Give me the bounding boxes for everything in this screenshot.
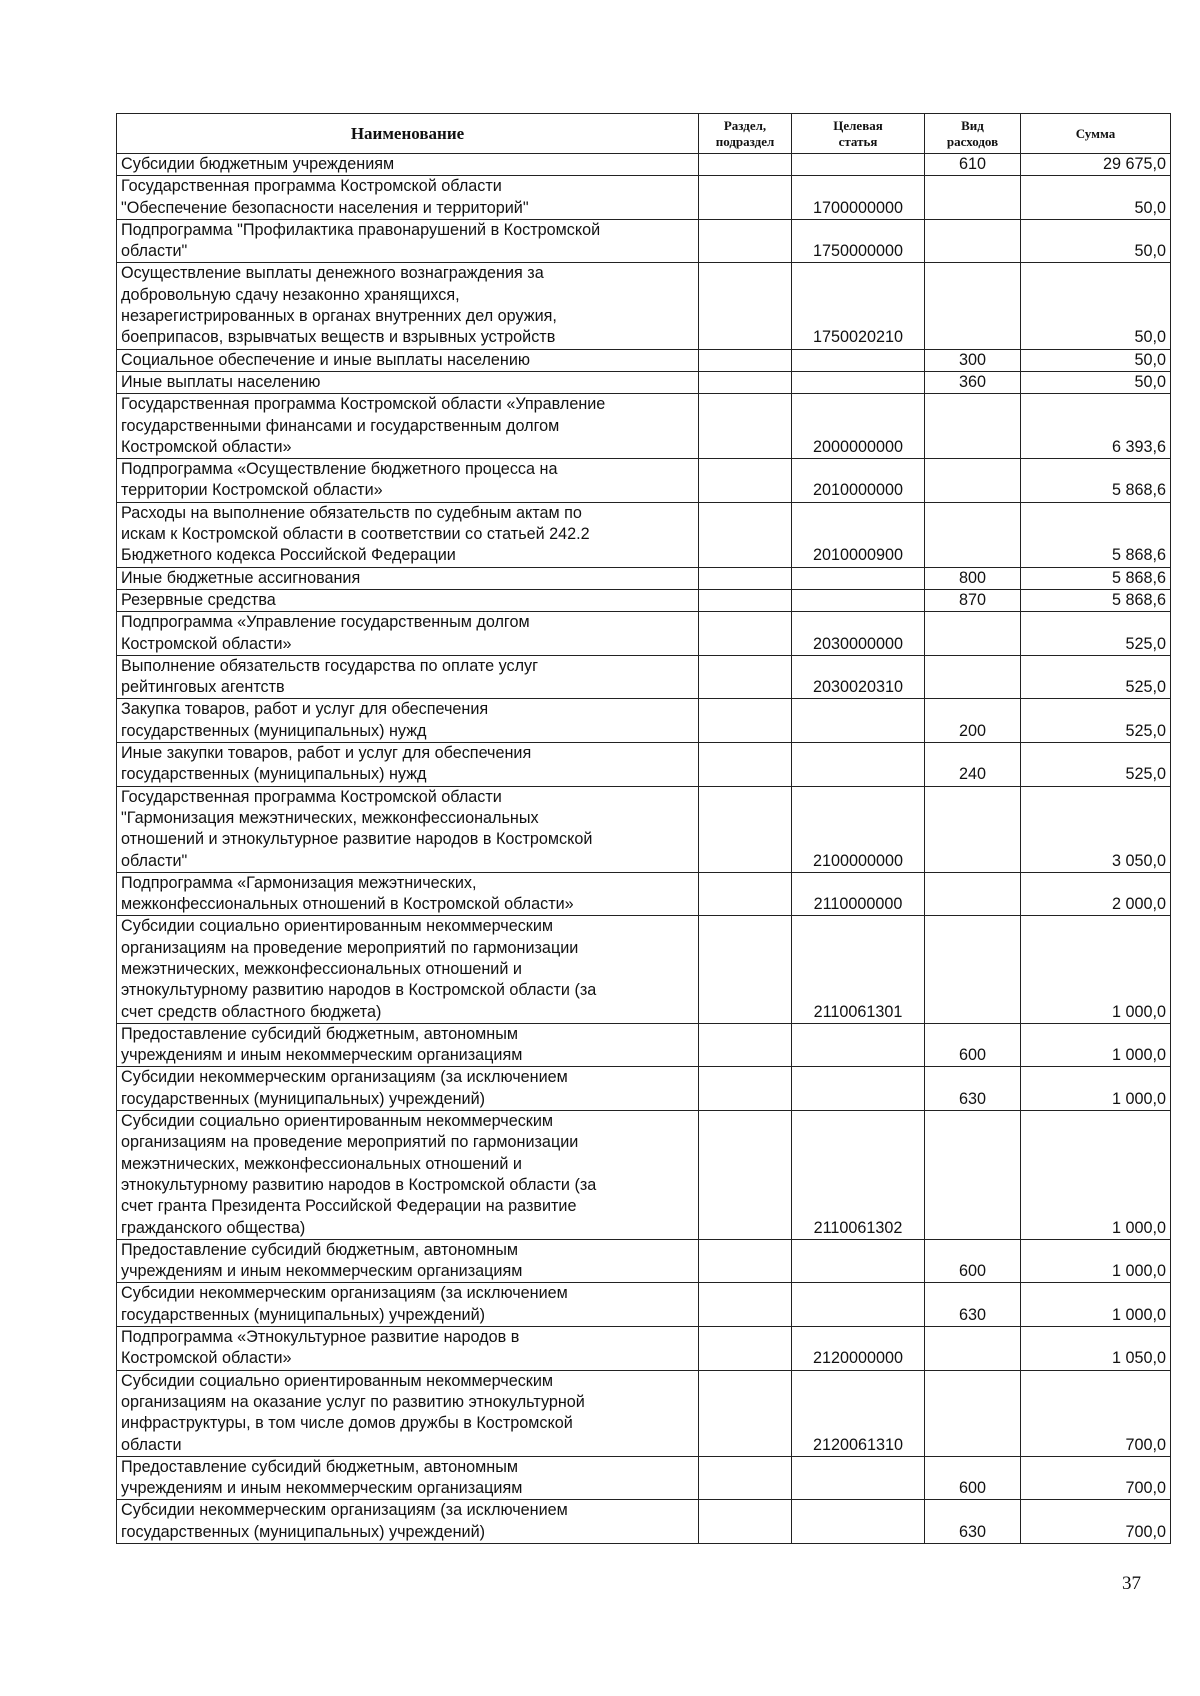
- table-row: [117, 176, 1171, 220]
- cell-section: [699, 371, 792, 393]
- cell-sum: 700,0: [1021, 1456, 1171, 1500]
- cell-kind: 610: [925, 154, 1021, 176]
- cell-section: [699, 1067, 792, 1111]
- header-section: Раздел, подраздел: [699, 114, 792, 154]
- cell-name: Предоставление субсидий бюджетным, автономным учреждениям и иным некоммерческим организациям: [117, 1023, 699, 1067]
- cell-sum: 2 000,0: [1021, 872, 1171, 916]
- cell-section: [699, 263, 792, 349]
- cell-name: Иные бюджетные ассигнования: [117, 567, 699, 589]
- cell-name: Подпрограмма "Профилактика правонарушений в Костромской области": [117, 219, 699, 263]
- cell-kind: [925, 916, 1021, 1023]
- cell-target: 2030020310: [792, 655, 925, 699]
- table-row: [117, 219, 1171, 263]
- cell-sum: 1 000,0: [1021, 916, 1171, 1023]
- cell-target: 2110061301: [792, 916, 925, 1023]
- cell-sum: 1 000,0: [1021, 1283, 1171, 1327]
- cell-kind: [925, 786, 1021, 872]
- cell-kind: 630: [925, 1283, 1021, 1327]
- table-row: [117, 1239, 1171, 1283]
- cell-sum: 525,0: [1021, 743, 1171, 787]
- table-row: [117, 699, 1171, 743]
- cell-sum: 1 000,0: [1021, 1111, 1171, 1240]
- cell-sum: 1 050,0: [1021, 1327, 1171, 1371]
- table-row: [117, 743, 1171, 787]
- cell-sum: 5 868,6: [1021, 567, 1171, 589]
- cell-target: 2030000000: [792, 612, 925, 656]
- cell-sum: 5 868,6: [1021, 589, 1171, 611]
- cell-sum: 1 000,0: [1021, 1023, 1171, 1067]
- table-row: [117, 1370, 1171, 1456]
- cell-section: [699, 1239, 792, 1283]
- cell-target: [792, 154, 925, 176]
- cell-target: 1750000000: [792, 219, 925, 263]
- cell-name: Иные выплаты населению: [117, 371, 699, 393]
- table-row: [117, 786, 1171, 872]
- cell-section: [699, 612, 792, 656]
- cell-section: [699, 154, 792, 176]
- cell-target: 2000000000: [792, 394, 925, 459]
- table-row: [117, 1500, 1171, 1544]
- cell-sum: 50,0: [1021, 349, 1171, 371]
- cell-sum: 6 393,6: [1021, 394, 1171, 459]
- table-row: [117, 459, 1171, 503]
- cell-section: [699, 219, 792, 263]
- cell-target: [792, 589, 925, 611]
- cell-target: [792, 743, 925, 787]
- cell-target: 1700000000: [792, 176, 925, 220]
- cell-name: Подпрограмма «Этнокультурное развитие народов в Костромской области»: [117, 1327, 699, 1371]
- cell-kind: [925, 1111, 1021, 1240]
- cell-section: [699, 743, 792, 787]
- table-row: [117, 263, 1171, 349]
- cell-name: Субсидии социально ориентированным некоммерческим организациям на оказание услуг по развитию этнокультурной инфраструктуры, в том числе домов дружбы в Костромской области: [117, 1370, 699, 1456]
- table-row: [117, 1067, 1171, 1111]
- cell-section: [699, 916, 792, 1023]
- cell-name: Субсидии некоммерческим организациям (за исключением государственных (муниципальных) учреждений): [117, 1500, 699, 1544]
- cell-sum: 5 868,6: [1021, 502, 1171, 567]
- cell-kind: [925, 263, 1021, 349]
- cell-section: [699, 394, 792, 459]
- cell-name: Подпрограмма «Управление государственным долгом Костромской области»: [117, 612, 699, 656]
- cell-target: [792, 1023, 925, 1067]
- header-target: Целевая статья: [792, 114, 925, 154]
- cell-kind: 360: [925, 371, 1021, 393]
- cell-name: Предоставление субсидий бюджетным, автономным учреждениям и иным некоммерческим организациям: [117, 1456, 699, 1500]
- cell-kind: 600: [925, 1456, 1021, 1500]
- cell-name: Субсидии социально ориентированным некоммерческим организациям на проведение мероприятий по гармонизации межэтнических, межконфессиональных отношений и этнокультурному развитию народов в Костромской области (за счет гранта Президента Российской Федерации на развитие гражданского общества): [117, 1111, 699, 1240]
- header-row: [117, 114, 1171, 154]
- cell-target: [792, 567, 925, 589]
- cell-target: 2120061310: [792, 1370, 925, 1456]
- table-row: [117, 916, 1171, 1023]
- cell-sum: 50,0: [1021, 371, 1171, 393]
- cell-name: Резервные средства: [117, 589, 699, 611]
- cell-target: [792, 1283, 925, 1327]
- cell-sum: 5 868,6: [1021, 459, 1171, 503]
- cell-name: Государственная программа Костромской области "Обеспечение безопасности населения и территорий": [117, 176, 699, 220]
- cell-target: [792, 1067, 925, 1111]
- cell-name: Социальное обеспечение и иные выплаты населению: [117, 349, 699, 371]
- cell-sum: 50,0: [1021, 176, 1171, 220]
- cell-name: Осуществление выплаты денежного вознаграждения за добровольную сдачу незаконно хранящихся, незарегистрированных в органах внутренних дел оружия, боеприпасов, взрывчатых веществ и взрывных устройств: [117, 263, 699, 349]
- cell-sum: 525,0: [1021, 612, 1171, 656]
- table-row: [117, 1283, 1171, 1327]
- cell-name: Подпрограмма «Осуществление бюджетного процесса на территории Костромской области»: [117, 459, 699, 503]
- header-sum: Сумма: [1021, 114, 1171, 154]
- cell-section: [699, 1111, 792, 1240]
- table-row: [117, 612, 1171, 656]
- cell-sum: 29 675,0: [1021, 154, 1171, 176]
- cell-target: 2010000000: [792, 459, 925, 503]
- cell-name: Субсидии социально ориентированным некоммерческим организациям на проведение мероприятий по гармонизации межэтнических, межконфессиональных отношений и этнокультурному развитию народов в Костромской области (за счет средств областного бюджета): [117, 916, 699, 1023]
- cell-sum: 700,0: [1021, 1370, 1171, 1456]
- cell-kind: 870: [925, 589, 1021, 611]
- cell-target: [792, 699, 925, 743]
- table-row: [117, 872, 1171, 916]
- cell-section: [699, 1327, 792, 1371]
- cell-kind: 630: [925, 1067, 1021, 1111]
- cell-name: Государственная программа Костромской области "Гармонизация межэтнических, межконфессиональных отношений и этнокультурное развитие народов в Костромской области": [117, 786, 699, 872]
- table-row: [117, 567, 1171, 589]
- cell-kind: 240: [925, 743, 1021, 787]
- cell-name: Закупка товаров, работ и услуг для обеспечения государственных (муниципальных) нужд: [117, 699, 699, 743]
- cell-sum: 525,0: [1021, 655, 1171, 699]
- cell-name: Подпрограмма «Гармонизация межэтнических, межконфессиональных отношений в Костромской области»: [117, 872, 699, 916]
- cell-kind: [925, 176, 1021, 220]
- cell-kind: 300: [925, 349, 1021, 371]
- cell-kind: [925, 219, 1021, 263]
- header-kind: Вид расходов: [925, 114, 1021, 154]
- cell-target: 1750020210: [792, 263, 925, 349]
- cell-name: Субсидии некоммерческим организациям (за исключением государственных (муниципальных) учреждений): [117, 1283, 699, 1327]
- table-row: [117, 655, 1171, 699]
- cell-target: 2120000000: [792, 1327, 925, 1371]
- cell-target: [792, 1500, 925, 1544]
- cell-section: [699, 1500, 792, 1544]
- table-row: [117, 154, 1171, 176]
- table-row: [117, 502, 1171, 567]
- page-number: 37: [1122, 1573, 1141, 1594]
- table-row: [117, 371, 1171, 393]
- cell-kind: [925, 1370, 1021, 1456]
- cell-name: Предоставление субсидий бюджетным, автономным учреждениям и иным некоммерческим организациям: [117, 1239, 699, 1283]
- cell-name: Государственная программа Костромской области «Управление государственными финансами и государственным долгом Костромской области»: [117, 394, 699, 459]
- cell-kind: 600: [925, 1023, 1021, 1067]
- cell-section: [699, 176, 792, 220]
- cell-section: [699, 1023, 792, 1067]
- budget-table: [116, 113, 1171, 1544]
- cell-target: [792, 1239, 925, 1283]
- cell-sum: 700,0: [1021, 1500, 1171, 1544]
- cell-sum: 50,0: [1021, 263, 1171, 349]
- cell-name: Субсидии некоммерческим организациям (за исключением государственных (муниципальных) учреждений): [117, 1067, 699, 1111]
- table-row: [117, 1327, 1171, 1371]
- cell-section: [699, 1283, 792, 1327]
- cell-sum: 525,0: [1021, 699, 1171, 743]
- cell-section: [699, 502, 792, 567]
- table-row: [117, 589, 1171, 611]
- table-row: [117, 394, 1171, 459]
- cell-target: 2010000900: [792, 502, 925, 567]
- cell-section: [699, 872, 792, 916]
- cell-name: Расходы на выполнение обязательств по судебным актам по искам к Костромской области в соответствии со статьей 242.2 Бюджетного кодекса Российской Федерации: [117, 502, 699, 567]
- cell-sum: 1 000,0: [1021, 1067, 1171, 1111]
- cell-kind: 800: [925, 567, 1021, 589]
- cell-section: [699, 589, 792, 611]
- cell-target: 2110000000: [792, 872, 925, 916]
- cell-kind: [925, 459, 1021, 503]
- cell-kind: [925, 872, 1021, 916]
- cell-target: [792, 1456, 925, 1500]
- cell-kind: 200: [925, 699, 1021, 743]
- cell-section: [699, 349, 792, 371]
- cell-target: 2100000000: [792, 786, 925, 872]
- cell-section: [699, 699, 792, 743]
- cell-section: [699, 1456, 792, 1500]
- cell-kind: 600: [925, 1239, 1021, 1283]
- table-row: [117, 1111, 1171, 1240]
- table-row: [117, 1023, 1171, 1067]
- table-header: [117, 114, 1171, 154]
- cell-section: [699, 1370, 792, 1456]
- cell-section: [699, 567, 792, 589]
- table-row: [117, 1456, 1171, 1500]
- cell-kind: 630: [925, 1500, 1021, 1544]
- cell-name: Субсидии бюджетным учреждениям: [117, 154, 699, 176]
- header-name: Наименование: [117, 114, 699, 154]
- cell-name: Иные закупки товаров, работ и услуг для обеспечения государственных (муниципальных) нужд: [117, 743, 699, 787]
- table-row: [117, 349, 1171, 371]
- cell-kind: [925, 502, 1021, 567]
- cell-sum: 1 000,0: [1021, 1239, 1171, 1283]
- table-body: [117, 154, 1171, 1544]
- cell-section: [699, 655, 792, 699]
- cell-kind: [925, 394, 1021, 459]
- cell-section: [699, 459, 792, 503]
- cell-kind: [925, 655, 1021, 699]
- cell-section: [699, 786, 792, 872]
- cell-name: Выполнение обязательств государства по оплате услуг рейтинговых агентств: [117, 655, 699, 699]
- cell-sum: 3 050,0: [1021, 786, 1171, 872]
- cell-kind: [925, 612, 1021, 656]
- cell-target: [792, 371, 925, 393]
- cell-kind: [925, 1327, 1021, 1371]
- cell-target: [792, 349, 925, 371]
- cell-target: 2110061302: [792, 1111, 925, 1240]
- cell-sum: 50,0: [1021, 219, 1171, 263]
